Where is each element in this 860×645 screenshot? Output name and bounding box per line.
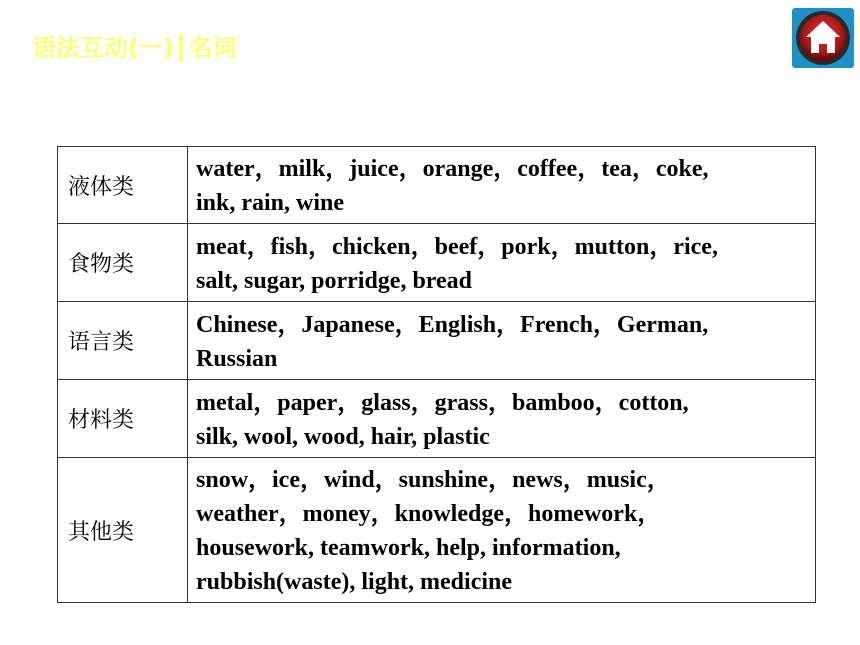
category-cell: 其他类 (58, 458, 188, 603)
category-cell: 语言类 (58, 302, 188, 380)
words-line: meat，fish，chicken，beef，pork，mutton，rice, (196, 233, 718, 260)
page-title: 语法互动(一)┃名词 (32, 34, 237, 62)
words-line: Russian (196, 345, 278, 372)
words-cell (188, 302, 816, 380)
category-cell: 食物类 (58, 224, 188, 302)
table-row (58, 224, 816, 302)
home-button[interactable] (792, 8, 854, 68)
table-row (58, 380, 816, 458)
words-line: ink, rain, wine (196, 190, 345, 216)
table-row (58, 302, 816, 380)
words-line: water，milk，juice，orange，coffee，tea，coke, (196, 156, 709, 182)
words-line: metal，paper，glass，grass，bamboo，cotton, (196, 389, 689, 416)
noun-category-table (57, 146, 816, 603)
home-icon (792, 8, 854, 68)
words-line: rubbish(waste), light, medicine (196, 569, 513, 595)
words-cell (188, 380, 816, 458)
category-cell: 材料类 (58, 380, 188, 458)
words-cell (188, 458, 816, 603)
words-line: silk, wool, wood, hair, plastic (196, 423, 490, 450)
words-line: snow，ice，wind，sunshine，news，music， (196, 467, 671, 493)
words-line: weather，money，knowledge，homework， (196, 501, 662, 527)
words-line: housework, teamwork, help, information, (196, 535, 621, 561)
words-cell (188, 224, 816, 302)
table-row (58, 147, 816, 224)
table-row (58, 458, 816, 603)
words-line: salt, sugar, porridge, bread (196, 267, 473, 294)
words-line: Chinese，Japanese，English，French，German, (196, 311, 709, 338)
category-cell: 液体类 (58, 147, 188, 224)
words-cell (188, 147, 816, 224)
